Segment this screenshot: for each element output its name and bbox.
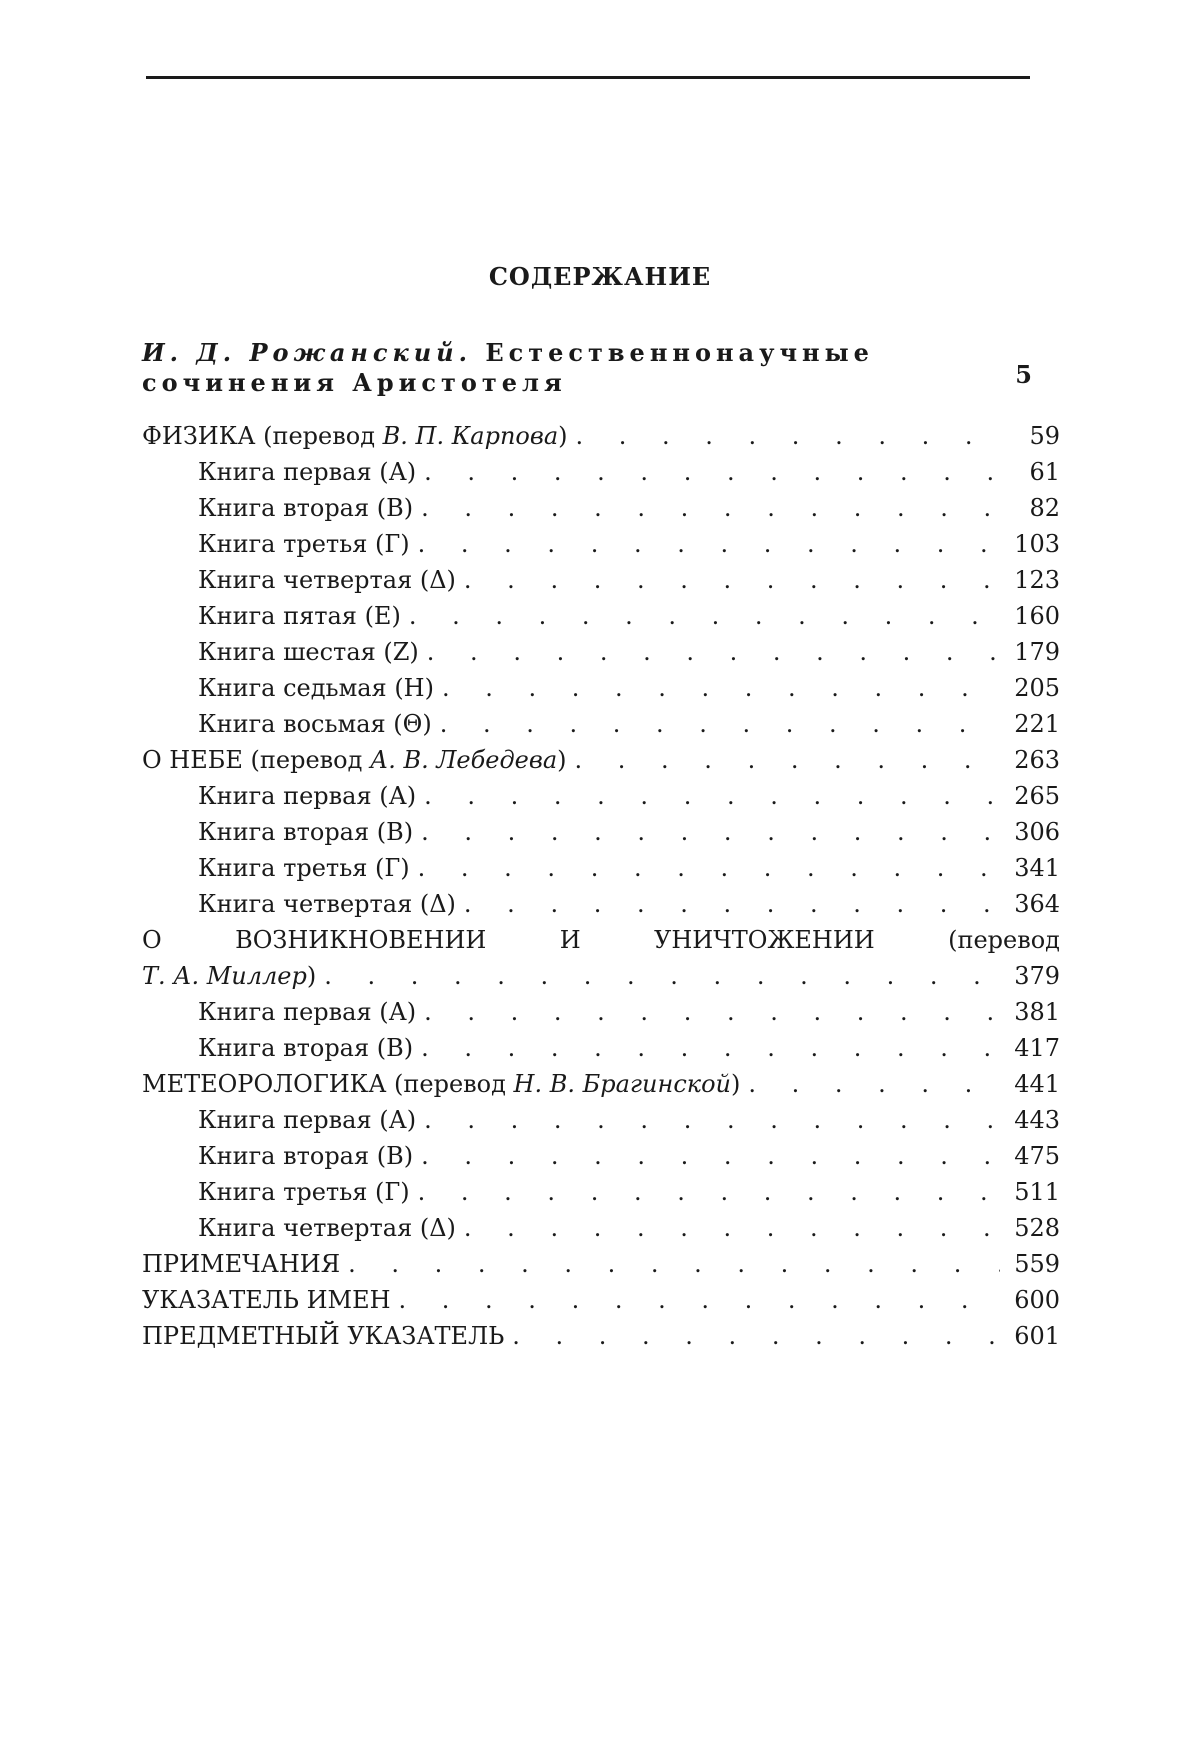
dot-leader [424, 454, 1000, 490]
top-rule [146, 76, 1030, 79]
dot-leader [576, 418, 1000, 454]
toc-subentry[interactable] [142, 634, 1060, 670]
page-number: 103 [1014, 530, 1060, 558]
entry-label: ПРИМЕЧАНИЯ [142, 1250, 341, 1278]
entry-label: Книга четвертая (Δ) [198, 1214, 456, 1242]
toc-subentry[interactable] [142, 994, 1060, 1030]
dot-leader [421, 1138, 1000, 1174]
dot-leader [512, 1318, 1000, 1354]
toc-subentry[interactable] [142, 562, 1060, 598]
dot-leader [324, 958, 1000, 994]
toc-subentry[interactable] [142, 598, 1060, 634]
toc-subentry[interactable] [142, 850, 1060, 886]
dot-leader [409, 598, 1000, 634]
entry-label: Книга вторая (В) [198, 818, 414, 846]
toc-entry-physics[interactable]: ФИЗИКА (перевод В. П. Карпова) . . . 59 [142, 418, 1060, 454]
dot-leader [442, 670, 1000, 706]
entry-label: УКАЗАТЕЛЬ ИМЕН [142, 1286, 391, 1314]
page-number: 179 [1014, 638, 1060, 666]
page-number: 417 [1014, 1034, 1060, 1062]
dot-leader [464, 562, 1000, 598]
toc-subentry[interactable] [142, 1102, 1060, 1138]
toc-entry-introduction[interactable] [142, 338, 1060, 402]
dot-leader [418, 850, 1000, 886]
toc-entry-on-generation-and-corruption[interactable]: О ВОЗНИКНОВЕНИИ И УНИЧТОЖЕНИИ (перевод Т. А. Миллер) . . . 379 [142, 922, 1060, 994]
page-number: 381 [1014, 998, 1060, 1026]
dot-leader [424, 994, 1000, 1030]
title-word: ВОЗНИКНОВЕНИИ [235, 926, 487, 954]
title-word: И [559, 926, 581, 954]
toc-entry-on-the-heavens[interactable]: О НЕБЕ (перевод А. В. Лебедева) . . . 263 [142, 742, 1060, 778]
entry-label: ФИЗИКА (перевод [142, 422, 375, 450]
translator-name: Н. В. Брагинской [513, 1070, 731, 1098]
toc-subentry[interactable] [142, 1138, 1060, 1174]
dot-leader [399, 1282, 1000, 1318]
page-title: СОДЕРЖАНИЕ [488, 262, 712, 291]
dot-leader [464, 886, 1000, 922]
toc-entry-notes[interactable] [142, 1246, 1060, 1282]
dot-leader [748, 1066, 1000, 1102]
entry-label: Книга первая (А) [198, 998, 417, 1026]
entry-label: Книга третья (Г) [198, 854, 410, 882]
page-number: 306 [1014, 818, 1060, 846]
entry-label: Книга первая (А) [198, 458, 417, 486]
title-word: УНИЧТОЖЕНИИ [654, 926, 875, 954]
toc-entry-subject-index[interactable] [142, 1318, 1060, 1354]
entry-label: Книга четвертая (Δ) [198, 890, 456, 918]
entry-label: О НЕБЕ (перевод [142, 746, 363, 774]
page-number: 221 [1014, 710, 1060, 738]
dot-leader [464, 1210, 1000, 1246]
translator-name: А. В. Лебедева [370, 746, 558, 774]
title-word: О [142, 926, 162, 954]
translator-name: Т. А. Миллер [142, 962, 307, 990]
page-number: 205 [1014, 674, 1060, 702]
dot-leader [348, 1246, 1000, 1282]
toc-subentry[interactable] [142, 814, 1060, 850]
entry-label: ПРЕДМЕТНЫЙ УКАЗАТЕЛЬ [142, 1322, 505, 1350]
page-number: 341 [1014, 854, 1060, 882]
entry-label: Книга пятая (Е) [198, 602, 401, 630]
entry-label: Книга вторая (В) [198, 1034, 414, 1062]
page-number: 559 [1014, 1250, 1060, 1278]
entry-label: Книга третья (Г) [198, 530, 410, 558]
page-number: 528 [1014, 1214, 1060, 1242]
page-number: 263 [1014, 746, 1060, 774]
table-of-contents [142, 338, 1060, 1354]
intro-title-line2: сочинения Аристотеля [142, 368, 567, 397]
dot-leader [424, 1102, 1000, 1138]
toc-subentry[interactable] [142, 454, 1060, 490]
toc-subentry[interactable] [142, 1030, 1060, 1066]
translator-name: В. П. Карпова [382, 422, 559, 450]
entry-label: Книга четвертая (Δ) [198, 566, 456, 594]
page-number: 511 [1014, 1178, 1060, 1206]
page-number: 5 [1015, 360, 1032, 389]
dot-leader [575, 742, 1000, 778]
toc-subentry[interactable] [142, 1210, 1060, 1246]
page-number: 475 [1014, 1142, 1060, 1170]
page-number: 82 [1029, 494, 1060, 522]
toc-subentry[interactable] [142, 886, 1060, 922]
toc-entry-names-index[interactable] [142, 1282, 1060, 1318]
page-number: 443 [1014, 1106, 1060, 1134]
intro-title-line1: Естественнонаучные [485, 338, 874, 367]
dot-leader [418, 1174, 1000, 1210]
entry-label: Книга вторая (В) [198, 494, 414, 522]
entry-label: Книга третья (Г) [198, 1178, 410, 1206]
toc-subentry[interactable] [142, 778, 1060, 814]
dot-leader [440, 706, 1000, 742]
page-number: 265 [1014, 782, 1060, 810]
entry-label: Книга седьмая (Н) [198, 674, 434, 702]
page-number: 59 [1029, 422, 1060, 450]
toc-subentry[interactable] [142, 706, 1060, 742]
intro-author: И. Д. Рожанский. [142, 338, 472, 367]
entry-label: Книга вторая (В) [198, 1142, 414, 1170]
toc-subentry[interactable] [142, 490, 1060, 526]
page-number: 601 [1014, 1322, 1060, 1350]
entry-label: МЕТЕОРОЛОГИКА (перевод [142, 1070, 506, 1098]
page-number: 364 [1014, 890, 1060, 918]
entry-label: Книга первая (А) [198, 1106, 417, 1134]
dot-leader [421, 814, 1000, 850]
page-number: 123 [1014, 566, 1060, 594]
page-number: 61 [1029, 458, 1060, 486]
entry-label: Книга шестая (Z) [198, 638, 419, 666]
dot-leader [418, 526, 1000, 562]
page-number: 441 [1014, 1070, 1060, 1098]
page-number: 600 [1014, 1286, 1060, 1314]
toc-entry-meteorology[interactable]: МЕТЕОРОЛОГИКА (перевод Н. В. Брагинской) . . . 441 [142, 1066, 1060, 1102]
dot-leader [427, 634, 1000, 670]
entry-label: Книга первая (А) [198, 782, 417, 810]
entry-label: Книга восьмая (Θ) [198, 710, 432, 738]
page-number: 160 [1014, 602, 1060, 630]
dot-leader [421, 1030, 1000, 1066]
toc-subentry[interactable] [142, 1174, 1060, 1210]
dot-leader [424, 778, 1000, 814]
toc-subentry[interactable] [142, 526, 1060, 562]
title-word: (перевод [948, 926, 1060, 954]
page-number: 379 [1014, 962, 1060, 990]
dot-leader [421, 490, 1000, 526]
toc-subentry[interactable] [142, 670, 1060, 706]
